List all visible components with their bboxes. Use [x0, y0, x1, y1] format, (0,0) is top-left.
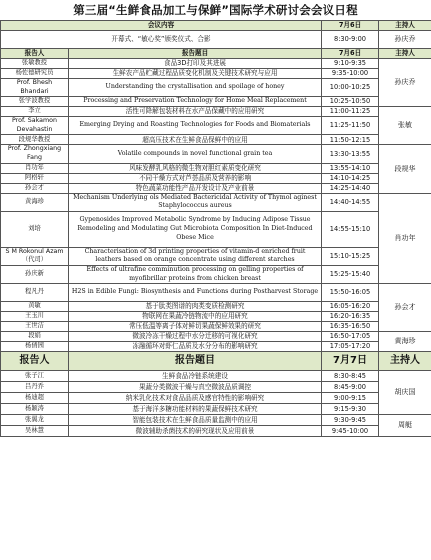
reporter-cell: 段规华教授	[1, 135, 69, 145]
host-cell: 黄海珍	[379, 332, 431, 352]
time-cell: 9:15-9:30	[322, 404, 379, 415]
reporter-cell: 张学波教授	[1, 97, 69, 107]
reporter-cell: 王世洁	[1, 322, 69, 332]
topic-cell: 生鲜食品冷链系统建设	[69, 371, 322, 382]
reporter-cell: 黄敏	[1, 302, 69, 312]
reporter-cell: 黄海珍	[1, 193, 69, 211]
table-row	[1, 173, 431, 183]
table-row	[1, 211, 431, 247]
topic-cell: Emerging Drying and Roasting Technologies for Foods and Biomaterials	[69, 117, 322, 135]
table-row	[1, 426, 431, 437]
table-row	[1, 322, 431, 332]
table-row	[1, 21, 431, 31]
topic-cell: 风味发酵乳风格的微生物对胆红素质变化研究	[69, 163, 322, 173]
host-cell: 肖功年	[379, 193, 431, 284]
reporter-cell: 张子江	[1, 371, 69, 382]
table-row	[1, 31, 431, 49]
reporter-cell: Prof. Sakamon Devahastin	[1, 117, 69, 135]
time-cell: 13:55-14:10	[322, 163, 379, 173]
table-row	[1, 193, 431, 211]
time-cell: 14:55-15:10	[322, 211, 379, 247]
header-host: 主持人	[379, 21, 431, 31]
topic-cell: 生鲜农产品贮藏过程品质变化机制及关键技术研究与应用	[69, 69, 322, 79]
time-cell: 15:10-15:25	[322, 247, 379, 265]
agenda-table	[0, 20, 431, 437]
host-cell: 孙会才	[379, 284, 431, 332]
host-cell: 周艇	[379, 415, 431, 437]
topic-cell: 超高压技术在生鲜食品保鲜中的应用	[69, 135, 322, 145]
topic-cell: 果蔬分类微波干燥与真空微波品质调控	[69, 382, 322, 393]
subheader-reporter: 报告人	[1, 49, 69, 59]
topic-cell: 不同干燥方式对芦荟品质及营养的影响	[69, 173, 322, 183]
reporter-cell: 孙庆新	[1, 265, 69, 283]
table-row	[1, 145, 431, 163]
table-row	[1, 59, 431, 69]
topic-cell: Processing and Preservation Technology for Home Meal Replacement	[69, 97, 322, 107]
header-date: 7月6日	[322, 21, 379, 31]
time-cell: 16:20-16:35	[322, 312, 379, 322]
time-cell: 11:25-11:50	[322, 117, 379, 135]
reporter-cell: 杨佐德研究员	[1, 69, 69, 79]
reporter-cell: 杨倩园	[1, 342, 69, 352]
reporter-cell: 段娟	[1, 332, 69, 342]
table-row	[1, 382, 431, 393]
table-row	[1, 352, 431, 371]
topic-cell: Gypenosides Improved Metabolic Syndrome by Inducing Adipose Tissue Remodeling and Modulating Gut Microbiota Composition In Diet-Induced Obese Mice	[69, 211, 322, 247]
table-row	[1, 265, 431, 283]
time-cell: 9:45-10:00	[322, 426, 379, 437]
reporter-cell: 李立	[1, 107, 69, 117]
reporter-cell: 吴林慧	[1, 426, 69, 437]
table-row	[1, 342, 431, 352]
topic-cell: Volatile compounds in novel functional grain tea	[69, 145, 322, 163]
table-row	[1, 404, 431, 415]
topic-cell: Mechanism Underlying ols Mediated Bactericidal Activity of Thymol aginest Staphylococcus aureus	[69, 193, 322, 211]
reporter-cell: 王玉川	[1, 312, 69, 322]
reporter-cell: 杨迪超	[1, 393, 69, 404]
reporter-cell: S M Rokonul Azam（代司）	[1, 247, 69, 265]
reporter-cell: 肖功年	[1, 163, 69, 173]
time-cell: 13:30-13:55	[322, 145, 379, 163]
table-row	[1, 284, 431, 302]
time-cell: 16:05-16:20	[322, 302, 379, 312]
page-title: 第三届“生鲜食品加工与保鲜”国际学术研讨会会议日程	[73, 3, 358, 17]
time-cell: 9:00-9:15	[322, 393, 379, 404]
opening-time: 8:30-9:00	[322, 31, 379, 49]
host-cell: 孙庆乔	[379, 59, 431, 107]
subheader-date: 7月6日	[322, 49, 379, 59]
table-row	[1, 332, 431, 342]
time-cell: 15:25-15:40	[322, 265, 379, 283]
time-cell: 10:00-10:25	[322, 79, 379, 97]
table-row	[1, 107, 431, 117]
topic-cell: 食品3D打印及其进展	[69, 59, 322, 69]
reporter-cell: 孙会才	[1, 183, 69, 193]
table-row	[1, 49, 431, 59]
table-row	[1, 302, 431, 312]
topic-cell: 活性可降解包装材料在水产品保藏中的应用研究	[69, 107, 322, 117]
time-cell: 9:35-10:00	[322, 69, 379, 79]
time-cell: 16:50-17:05	[322, 332, 379, 342]
topic-cell: 物联网在果蔬冷链物流中的应用研究	[69, 312, 322, 322]
table-row	[1, 415, 431, 426]
time-cell: 11:00-11:25	[322, 107, 379, 117]
day2-header-host: 主持人	[379, 352, 431, 371]
opening-host: 孙庆乔	[379, 31, 431, 49]
topic-cell: 基于海洋多糖功能材料的果蔬保鲜技术研究	[69, 404, 322, 415]
table-row	[1, 183, 431, 193]
table-row	[1, 117, 431, 135]
topic-cell: Understanding the crystallisation and spoilage of honey	[69, 79, 322, 97]
time-cell: 10:25-10:50	[322, 97, 379, 107]
topic-cell: Effects of ultrafine comminution processing on gelling properties of myofibrillar proteins from chicken breast	[69, 265, 322, 283]
subheader-topic: 报告题目	[69, 49, 322, 59]
topic-cell: H2S in Edible Fungi: Biosynthesis and Functions during Postharvest Storage	[69, 284, 322, 302]
table-row	[1, 97, 431, 107]
topic-cell: 常压低温等离子体对鲜切果蔬保鲜效果的研究	[69, 322, 322, 332]
topic-cell: 微波辅助杀菌技术的研究现状及应用前景	[69, 426, 322, 437]
topic-cell: 冻融循环对虾仁品质及水分分布的影响研究	[69, 342, 322, 352]
topic-cell: 智能包装技术在生鲜食品质量监测中的应用	[69, 415, 322, 426]
topic-cell: Characterisation of 3d printing properties of vitamin-d enriched fruit leathers based on orange concentrate using different starches	[69, 247, 322, 265]
table-row	[1, 135, 431, 145]
time-cell: 8:45-9:00	[322, 382, 379, 393]
time-cell: 14:40-14:55	[322, 193, 379, 211]
header-content: 会议内容	[1, 21, 322, 31]
time-cell: 11:50-12:15	[322, 135, 379, 145]
subheader-host: 主持人	[379, 49, 431, 59]
table-row	[1, 371, 431, 382]
reporter-cell: Prof. Zhongxiang Fang	[1, 145, 69, 163]
time-cell: 15:50-16:05	[322, 284, 379, 302]
topic-cell: 微波冷冻干燥过程中水分迁移的可视化研究	[69, 332, 322, 342]
opening-content: 开幕式、“敏心奖”颁奖仪式、合影	[1, 31, 322, 49]
day2-header-reporter: 报告人	[1, 352, 69, 371]
day2-header-date: 7月7日	[322, 352, 379, 371]
reporter-cell: 阿格轩	[1, 173, 69, 183]
host-cell: 段规华	[379, 145, 431, 193]
reporter-cell: 程凡丹	[1, 284, 69, 302]
time-cell: 14:10-14:25	[322, 173, 379, 183]
time-cell: 17:05-17:20	[322, 342, 379, 352]
time-cell: 9:30-9:45	[322, 415, 379, 426]
reporter-cell: 吕丹乔	[1, 382, 69, 393]
reporter-cell: 张翼龙	[1, 415, 69, 426]
topic-cell: 特色蔬菜功能性产品开发设计及产业前景	[69, 183, 322, 193]
reporter-cell: 杨颖涛	[1, 404, 69, 415]
reporter-cell: Prof. Bhesh Bhandari	[1, 79, 69, 97]
table-row	[1, 247, 431, 265]
table-row	[1, 312, 431, 322]
day2-header-topic: 报告题目	[69, 352, 322, 371]
time-cell: 9:10-9:35	[322, 59, 379, 69]
topic-cell: 纳米乳化技术对食品品质及感官特性的影响研究	[69, 393, 322, 404]
host-cell: 张敏	[379, 107, 431, 145]
reporter-cell: 刘培	[1, 211, 69, 247]
table-row	[1, 69, 431, 79]
time-cell: 14:25-14:40	[322, 183, 379, 193]
table-row	[1, 393, 431, 404]
host-cell: 胡庆国	[379, 371, 431, 415]
table-row	[1, 79, 431, 97]
time-cell: 16:35-16:50	[322, 322, 379, 332]
reporter-cell: 张敏教授	[1, 59, 69, 69]
topic-cell: 基于肽类图谱的肉类变质检测研究	[69, 302, 322, 312]
table-row	[1, 163, 431, 173]
time-cell: 8:30-8:45	[322, 371, 379, 382]
